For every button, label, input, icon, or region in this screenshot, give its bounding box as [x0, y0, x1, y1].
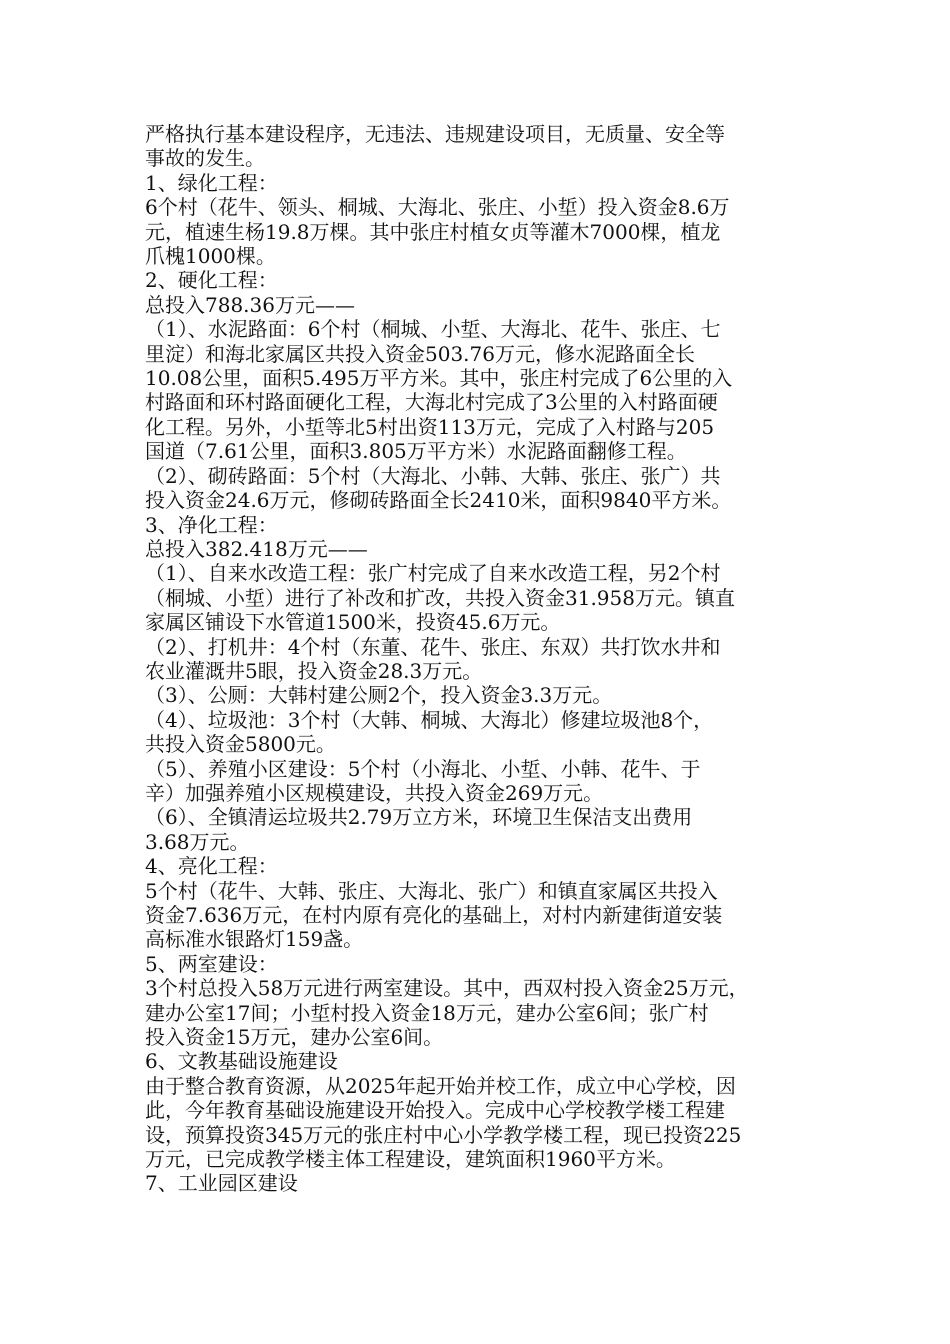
section-heading: 1、绿化工程：: [145, 170, 278, 195]
text-line: （4）、垃圾池：3个村（大韩、桐城、大海北）修建垃圾池8个，: [145, 707, 714, 732]
text-line: 万元，已完成教学楼主体工程建设，建筑面积1960平方米。: [145, 1147, 676, 1172]
text-line: 家属区铺设下水管道1500米，投资45.6万元。: [145, 610, 561, 635]
text-line: 总投入788.36万元——: [145, 292, 355, 317]
text-line: （2）、砌砖路面：5个村（大海北、小韩、大韩、张庄、张广）共: [145, 463, 721, 488]
text-line: 高标准水银路灯159盏。: [145, 927, 364, 952]
text-line: 里淀）和海北家属区共投入资金503.76万元，修水泥路面全长: [145, 341, 695, 366]
text-line: 村路面和环村路面硬化工程，大海北村完成了3公里的入村路面硬: [145, 390, 718, 415]
text-line: 投入资金24.6万元，修砌砖路面全长2410米，面积9840平方米。: [145, 488, 732, 513]
text-line: 国道（7.61公里，面积3.805万平方米）水泥路面翻修工程。: [145, 439, 687, 464]
text-line: （1）、水泥路面：6个村（桐城、小埑、大海北、花牛、张庄、七: [145, 317, 721, 342]
text-line: （5）、养殖小区建设：5个村（小海北、小埑、小韩、花牛、于: [145, 756, 701, 781]
text-line: 辛）加强养殖小区规模建设，共投入资金269万元。: [145, 780, 604, 805]
section-heading: 7、工业园区建设: [145, 1171, 298, 1196]
text-line: 由于整合教育资源，从2025年起开始并校工作，成立中心学校，因: [145, 1073, 736, 1098]
text-line: 5个村（花牛、大韩、张庄、大海北、张广）和镇直家属区共投入: [145, 878, 718, 903]
text-line: 严格执行基本建设程序，无违法、违规建设项目，无质量、安全等: [145, 122, 725, 146]
text-line: 资金7.636万元，在村内原有亮化的基础上，对村内新建街道安装: [145, 903, 723, 927]
text-line: （2）、打机井：4个村（东董、花牛、张庄、东双）共打饮水井和: [145, 634, 721, 659]
section-heading: 6、文教基础设施建设: [145, 1049, 338, 1074]
text-line: 3.68万元。: [145, 829, 250, 854]
text-line: 设，预算投资345万元的张庄村中心小学教学楼工程，现已投资225: [145, 1122, 742, 1147]
text-line: 投入资金15万元，建办公室6间。: [145, 1025, 444, 1050]
text-line: 共投入资金5800元。: [145, 732, 336, 757]
section-heading: 3、净化工程：: [145, 512, 278, 537]
document-body: [145, 122, 825, 1196]
text-line: 爪槐1000棵。: [145, 244, 276, 269]
text-line: （1）、自来水改造工程：张广村完成了自来水改造工程，另2个村: [145, 561, 721, 586]
text-line: 6个村（花牛、领头、桐城、大海北、张庄、小埑）投入资金8.6万: [145, 195, 730, 220]
text-line: 化工程。另外，小埑等北5村出资113万元，完成了入村路与205: [145, 414, 715, 439]
section-heading: 2、硬化工程：: [145, 268, 278, 293]
text-line: 10.08公里，面积5.495万平方米。其中，张庄村完成了6公里的入: [145, 366, 733, 391]
section-heading: 5、两室建设：: [145, 951, 278, 976]
section-heading: 4、亮化工程：: [145, 854, 278, 879]
text-line: 农业灌溉井5眼，投入资金28.3万元。: [145, 658, 483, 683]
text-line: （6）、全镇清运垃圾共2.79万立方米，环境卫生保洁支出费用: [145, 805, 693, 830]
text-line: 建办公室17间；小埑村投入资金18万元，建办公室6间；张广村: [145, 1000, 709, 1025]
text-line: （桐城、小埑）进行了补改和扩改，共投入资金31.958万元。镇直: [145, 585, 735, 610]
text-line: 3个村总投入58万元进行两室建设。其中，西双村投入资金25万元，: [145, 976, 749, 1001]
text-line: 元，植速生杨19.8万棵。其中张庄村植女贞等灌木7000棵，植龙: [145, 219, 721, 244]
text-line: 总投入382.418万元——: [145, 536, 368, 561]
text-line: （3）、公厕：大韩村建公厕2个，投入资金3.3万元。: [145, 683, 613, 708]
text-line: 事故的发生。: [145, 146, 265, 171]
text-line: 此，今年教育基础设施建设开始投入。完成中心学校教学楼工程建: [145, 1098, 725, 1123]
